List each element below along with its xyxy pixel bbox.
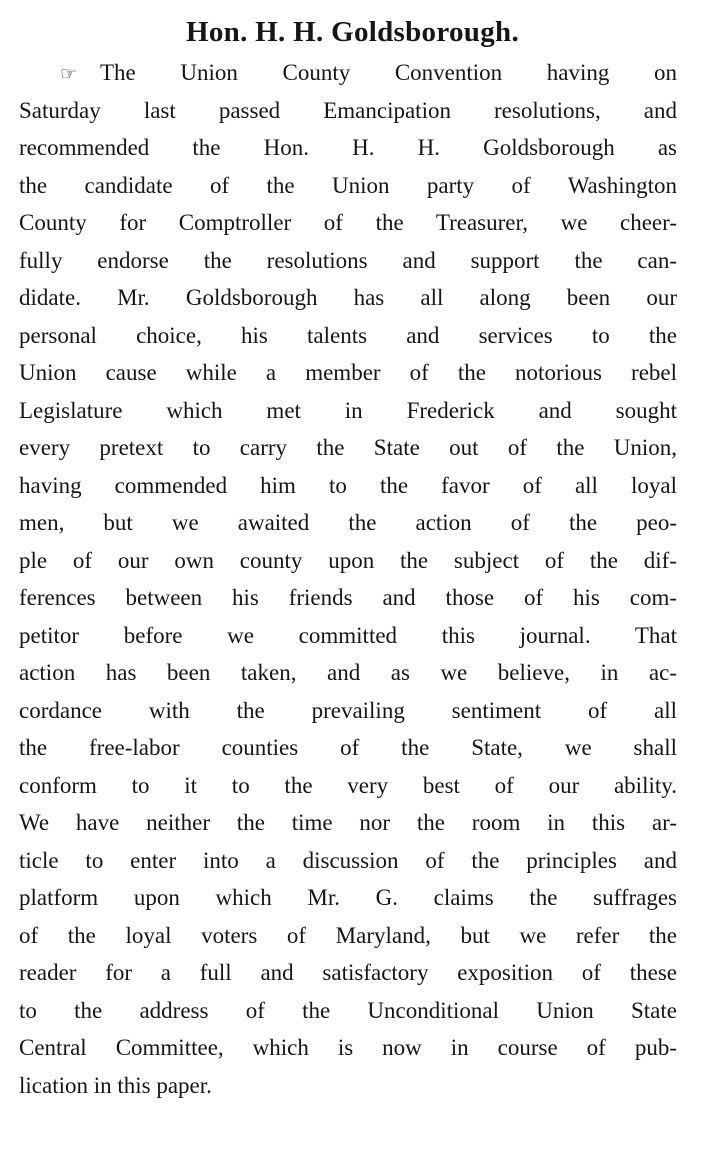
article-line: petitor before we committed this journal. That (19, 622, 677, 648)
article-line: fully endorse the resolutions and support the can- (19, 247, 677, 273)
article-body (19, 54, 677, 1104)
article-line: ferences between his friends and those of his com- (19, 585, 677, 610)
article-line: ticle to enter into a discussion of the principles and (19, 847, 677, 873)
article-line: having commended him to the favor of all loyal (19, 472, 677, 498)
article-line: ple of our own county upon the subject of the dif- (19, 547, 677, 573)
article-line (19, 54, 677, 92)
article-line: Saturday last passed Emancipation resolutions, and (19, 97, 677, 123)
article-line: Central Committee, which is now in course of pub- (19, 1035, 677, 1060)
article-line: the candidate of the Union party of Washington (19, 172, 677, 198)
article-line: County for Comptroller of the Treasurer, we cheer- (19, 210, 677, 235)
article-line-text: The Union County Convention having on (100, 60, 677, 85)
article-line: men, but we awaited the action of the peo- (19, 510, 677, 535)
article-line: conform to it to the very best of our ability. (19, 772, 677, 798)
article-line: to the address of the Unconditional Union State (19, 997, 677, 1023)
article-line: cordance with the prevailing sentiment of all (19, 697, 677, 723)
article-line: Legislature which met in Frederick and sought (19, 397, 677, 423)
article-line: of the loyal voters of Maryland, but we refer the (19, 922, 677, 948)
article-line: We have neither the time nor the room in this ar- (19, 810, 677, 835)
article-line: personal choice, his talents and services to the (19, 322, 677, 348)
pointing-hand-icon: ☞ (60, 64, 78, 85)
article-line: platform upon which Mr. G. claims the suffrages (19, 885, 677, 910)
article-line: action has been taken, and as we believe, in ac- (19, 660, 677, 685)
article-line: didate. Mr. Goldsborough has all along been our (19, 285, 677, 310)
article-line: recommended the Hon. H. H. Goldsborough as (19, 135, 677, 160)
article-line: the free-labor counties of the State, we shall (19, 735, 677, 760)
article-line: Union cause while a member of the notorious rebel (19, 360, 677, 385)
article-headline: Hon. H. H. Goldsborough. (185, 16, 519, 48)
article-line: lication in this paper. (19, 1072, 212, 1098)
article-line: reader for a full and satisfactory exposition of these (19, 960, 677, 985)
article-line: every pretext to carry the State out of the Union, (19, 435, 677, 460)
